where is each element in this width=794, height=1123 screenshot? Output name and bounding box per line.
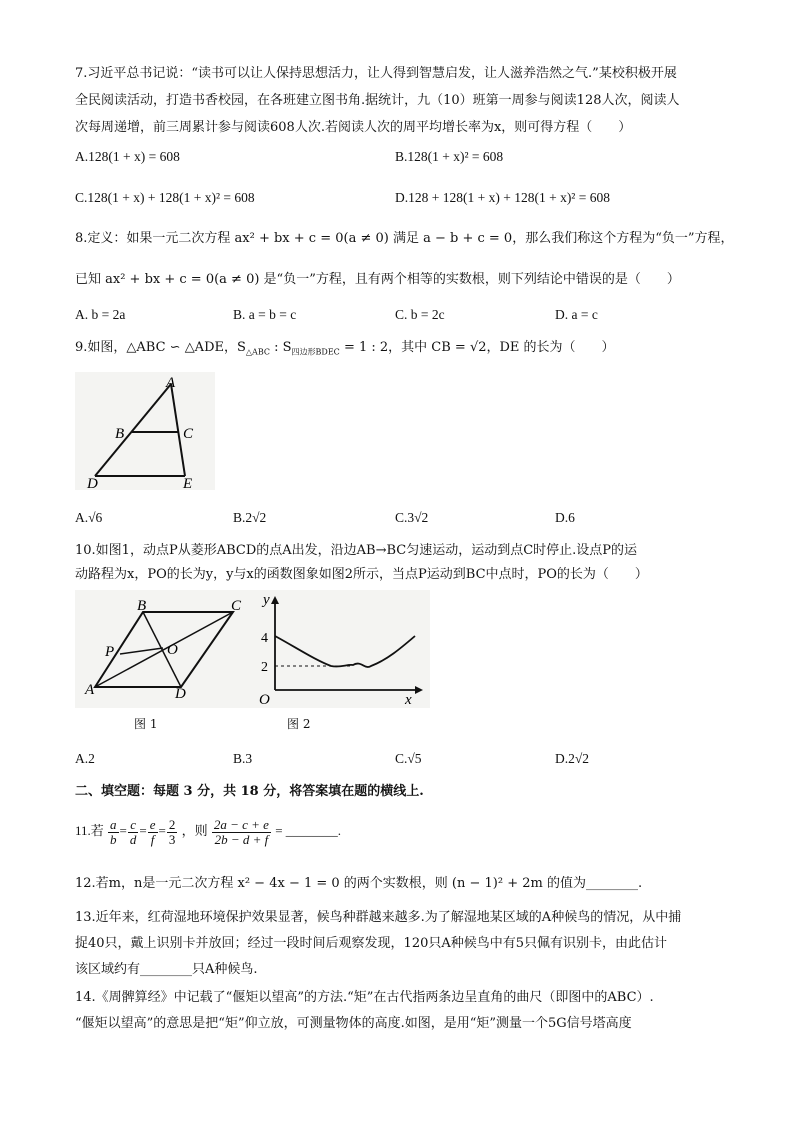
q11-num-a: a <box>110 816 117 832</box>
q11-den-d: d <box>129 831 137 847</box>
q8-line1: 8.定义：如果一元二次方程 ax² + bx + c = 0(a ≠ 0) 满足 a − b + c = 0，那么我们称这个方程为“负一”方程， <box>75 231 734 246</box>
q9-stem-pre: 9.如图，△ABC ∽ △ADE，S <box>75 340 246 355</box>
q13-line3: 该区域约有________只A种候鸟. <box>75 962 258 977</box>
q7-line3: 次每周递增，前三周累计参与阅读608人次.若阅读人次的周平均增长率为x，则可得方程（ ） <box>75 120 632 135</box>
q9-label-a: A <box>166 375 176 391</box>
q10-label-p: P <box>105 644 115 660</box>
q7-line2: 全民阅读活动，打造书香校园，在各班建立图书角.据统计，九（10）班第一周参与阅读128人次，阅读人 <box>75 93 680 108</box>
q10-option-d: D.2√2 <box>555 751 590 766</box>
q9-option-c: C.3√2 <box>395 510 429 525</box>
q10-option-b: B.3 <box>233 751 253 766</box>
q11-fraction-2-3 <box>167 818 178 847</box>
q9-label-e: E <box>183 476 193 492</box>
q10-line2: 动路程为x，PO的长为y，y与x的函数图象如图2所示，当点P运动到BC中点时，PO的长为（ ） <box>75 567 648 582</box>
q11-den-3: 3 <box>168 831 176 847</box>
q10-label-y: y <box>263 592 270 608</box>
q8-option-d: D. a = c <box>555 307 598 322</box>
q10-label-c: C <box>231 598 242 614</box>
q12-stem: 12.若m，n是一元二次方程 x² − 4x − 1 = 0 的两个实数根，则 (n − 1)² + 2m 的值为________. <box>75 876 643 891</box>
q11-den-f: f <box>150 831 155 847</box>
q10-label-b: B <box>137 598 147 614</box>
q9-label-c: C <box>183 426 194 442</box>
q10-tick-2: 2 <box>261 660 268 675</box>
q11-fraction-e-f <box>148 818 158 847</box>
q13-line1: 13.近年来，红荷湿地环境保护效果显著，候鸟种群越来越多.为了解湿地某区域的A种候鸟的情况，从中捕 <box>75 910 682 925</box>
q7-option-d: D.128 + 128(1 + x) + 128(1 + x)² = 608 <box>395 190 610 205</box>
q11-post: = ________. <box>275 823 342 838</box>
q11-num-e: e <box>149 816 156 832</box>
q10-label-d: D <box>175 686 186 702</box>
q11-num-2: 2 <box>168 816 176 832</box>
q11-num-c: c <box>130 816 137 832</box>
q9-stem-post: = 1 : 2，其中 CB = √2，DE 的长为（ ） <box>339 340 615 355</box>
q11-mid: ，则 <box>181 823 208 838</box>
section-heading-fill-in: 二、填空题：每题 3 分，共 18 分，将答案填在题的横线上. <box>75 784 424 799</box>
q9-sub-bdec: 四边形BDEC <box>291 347 340 357</box>
q8-option-b: B. a = b = c <box>233 307 297 322</box>
q14-line2: “偃矩以望高”的意思是把“矩”仰立放，可测量物体的高度.如图，是用“矩”测量一个5G信号塔高度 <box>75 1016 632 1031</box>
q9-option-a: A.√6 <box>75 510 103 525</box>
q13-line2: 捉40只，戴上识别卡并放回；经过一段时间后观察发现，120只A种候鸟中有5只佩有识别卡，由此估计 <box>75 936 668 951</box>
q9-stem <box>75 338 615 363</box>
q10-figures <box>75 590 430 710</box>
q8-line2: 已知 ax² + bx + c = 0(a ≠ 0) 是“负一”方程，且有两个相等的实数根，则下列结论中错误的是（ ） <box>75 272 680 287</box>
q11-fraction-c-d <box>128 818 139 847</box>
q7-line1: 7.习近平总书记说：“读书可以让人保持思想活力，让人得到智慧启发，让人滋养浩然之气.”某校积极开展 <box>75 66 677 81</box>
q9-label-b: B <box>115 426 125 442</box>
q10-line1: 10.如图1，动点P从菱形ABCD的点A出发，沿边AB→BC匀速运动，运动到点C时停止.设点P的运 <box>75 543 638 558</box>
q10-label-x: x <box>405 692 412 708</box>
q11-target-numerator: 2a − c + e <box>213 816 269 832</box>
q9-figure <box>75 372 215 492</box>
q10-label-a: A <box>85 682 95 698</box>
q7-option-a: A.128(1 + x) = 608 <box>75 149 180 164</box>
q11-fraction-target <box>212 818 271 847</box>
q10-option-a: A.2 <box>75 751 95 766</box>
q14-line1: 14.《周髀算经》中记载了“偃矩以望高”的方法.“矩”在古代指两条边呈直角的曲尺（即图中的ABC）. <box>75 990 654 1005</box>
q8-option-c: C. b = 2c <box>395 307 445 322</box>
q8-option-a: A. b = 2a <box>75 307 126 322</box>
q11-fraction-a-b <box>108 818 119 847</box>
q10-label-origin: O <box>259 692 270 708</box>
q11-stem: 11.若 $\frac{a}{b}$ = $\frac{c}{d}$ = $\frac{e}{f}$ = $\frac{2}{3}$ ，则 $\frac{2a - c + e}{2b - d + f}$ = ________. <box>75 816 342 847</box>
q11-pre: 11.若 <box>75 823 104 838</box>
q10-label-o: O <box>167 642 178 658</box>
q10-option-c: C.√5 <box>395 751 422 766</box>
q9-option-d: D.6 <box>555 510 575 525</box>
q9-stem-mid: : S <box>269 340 292 355</box>
q10-tick-4: 4 <box>261 631 268 646</box>
q9-option-b: B.2√2 <box>233 510 267 525</box>
q9-label-d: D <box>87 476 98 492</box>
q11-target-denominator: 2b − d + f <box>214 831 269 847</box>
q7-option-b: B.128(1 + x)² = 608 <box>395 149 504 164</box>
q9-sub-abc: △ABC <box>245 347 270 357</box>
q10-caption-2: 图 2 <box>287 717 311 731</box>
q10-caption-1: 图 1 <box>134 717 158 731</box>
q11-den-b: b <box>110 831 117 847</box>
q7-option-c: C.128(1 + x) + 128(1 + x)² = 608 <box>75 190 255 205</box>
